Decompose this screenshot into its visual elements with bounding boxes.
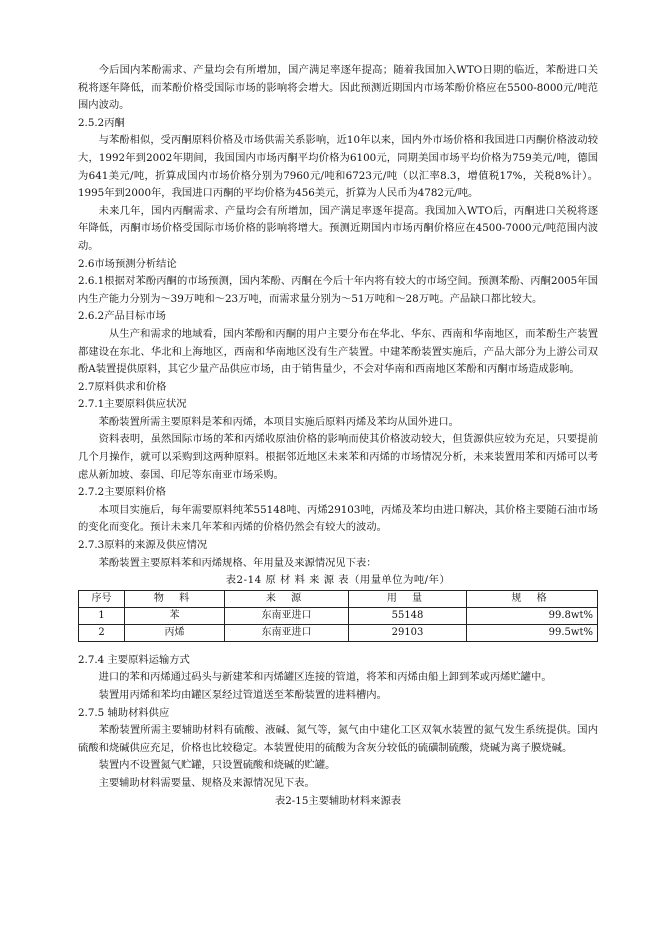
cell-no: 1 bbox=[79, 607, 125, 624]
paragraph-target-market: 从生产和需求的地域看，国内苯酚和丙酮的用户主要分布在华北、华东、西南和华南地区，而苯酚生产装置都建设在东北、华北和上海地区，西南和华南地区没有生产装置。中建苯酚装置实施后，产品大部分为上游公司双酚A装置提供原料，其它少量产品供应市场，由于销售量少，不会对华南和西南地区苯酚和丙酮市场造成影响。 bbox=[78, 327, 598, 376]
cell-quantity: 29103 bbox=[349, 624, 467, 641]
heading-2-6: 2.6市场预测分析结论 bbox=[78, 257, 177, 270]
paragraph-transport: 进口的苯和丙烯通过码头与新建苯和丙烯罐区连接的管道，将苯和丙烯由船上卸到苯或丙烯贮罐中。 bbox=[98, 671, 552, 684]
cell-source: 东南亚进口 bbox=[225, 624, 349, 641]
cell-spec: 99.5wt% bbox=[467, 624, 598, 641]
paragraph-acetone-forecast: 未来几年，国内丙酮需求、产量均会有所增加，国产满足率逐年提高。我国加入WTO后，丙酮进口关税将逐年降低，丙酮市场价格受国际市场价格的影响将增大。预测近期国内市场丙酮价格应在4500-7000元/吨范围内波动。 bbox=[78, 204, 598, 252]
paragraph-supply-analysis: 资料表明，虽然国际市场的苯和丙烯收原油价格的影响而使其价格波动较大，但货源供应较为充足，只要提前几个月操作，就可以采购到这两种原料。根据邻近地区未来苯和丙烯的市场情况分析，未来装置用苯和丙烯可以考虑从新加坡、泰国、印尼等东南亚市场采购。 bbox=[78, 433, 598, 481]
cell-no: 2 bbox=[79, 624, 125, 641]
paragraph-storage: 装置内不设置氮气贮罐，只设置硫酸和烧碱的贮罐。 bbox=[98, 759, 336, 772]
cell-spec: 99.8wt% bbox=[467, 607, 598, 624]
heading-2-7-3: 2.7.3原料的来源及供应情况 bbox=[78, 539, 208, 552]
paragraph-2-6-1: 2.6.1根据对苯酚丙酮的市场预测，国内苯酚、丙酮在今后十年内将有较大的市场空间。预测苯酚、丙酮2005年国内生产能力分别为～39万吨和～23万吨，而需求量分别为～51万吨和～28万吨。产品缺口都比较大。 bbox=[78, 275, 598, 305]
paragraph-aux-intro: 主要辅助材料需要量、规格及来源情况见下表。 bbox=[98, 776, 315, 789]
raw-material-source-table bbox=[78, 590, 598, 642]
heading-2-7: 2.7原料供求和价格 bbox=[78, 380, 167, 393]
table-2-15-caption: 表2-15主要辅助材料来源表 bbox=[274, 794, 402, 807]
document-page bbox=[78, 62, 598, 810]
header-material: 物 料 bbox=[125, 590, 225, 607]
heading-2-7-2: 2.7.2主要原料价格 bbox=[78, 486, 166, 499]
table-2-14-caption: 表2-14 原 材 料 来 源 表（用量单位为吨/年） bbox=[225, 574, 451, 587]
heading-2-7-5: 2.7.5 辅助材料供应 bbox=[78, 706, 170, 719]
cell-material: 苯 bbox=[125, 607, 225, 624]
table-row bbox=[79, 607, 598, 624]
paragraph-aux-materials: 苯酚装置所需主要辅助材料有硫酸、液碱、氮气等，氮气由中建化工区双氧水装置的氮气发生系统提供。国内硫酸和烧碱供应充足，价格也比较稳定。本装置使用的硫酸为含灰分较低的硫磺制硫酸，烧碱为离子膜烧碱。 bbox=[78, 724, 598, 754]
header-quantity: 用 量 bbox=[349, 590, 467, 607]
table-row bbox=[79, 624, 598, 641]
paragraph-raw-price: 本项目实施后，每年需要原料纯苯55148吨、丙烯29103吨，丙烯及苯均由进口解决，其价格主要随石油市场的变化而变化。预计未来几年苯和丙烯的价格仍然会有较大的波动。 bbox=[78, 503, 598, 534]
header-spec: 规 格 bbox=[467, 590, 598, 607]
heading-2-7-1: 2.7.1主要原料供应状况 bbox=[78, 398, 187, 411]
paragraph-acetone-price: 与苯酚相似，受丙酮原料价格及市场供需关系影响，近10年以来，国内外市场价格和我国进口丙酮价格波动较大，1992年到2002年期间，我国国内市场丙酮平均价格为6100元，同期美国市场平均价格为759美元/吨，德国为641美元/吨，折算成国内市场价格分别为7960元/吨和6723元/吨（以汇率8.3，增值税17%，关税8%计）。1995年到2000年，我国进口丙酮的平均价格为456美元，折算为人民币为4782元/吨。 bbox=[78, 134, 598, 200]
paragraph-table-intro: 苯酚装置主要原料苯和丙烯规格、年用量及来源情况见下表： bbox=[98, 556, 377, 569]
cell-material: 丙烯 bbox=[125, 624, 225, 641]
heading-2-5-2: 2.5.2丙酮 bbox=[78, 116, 125, 129]
header-source: 来 源 bbox=[225, 590, 349, 607]
paragraph-raw-material: 苯酚装置所需主要原料是苯和丙烯，本项目实施后原料丙烯及苯均从国外进口。 bbox=[98, 415, 459, 428]
heading-2-6-2: 2.6.2产品目标市场 bbox=[78, 310, 166, 323]
heading-2-7-4: 2.7.4 主要原料运输方式 bbox=[78, 653, 190, 666]
cell-source: 东南亚进口 bbox=[225, 607, 349, 624]
paragraph-feed: 装置用丙烯和苯均由罐区泵经过管道送至苯酚装置的进料槽内。 bbox=[98, 689, 387, 701]
cell-quantity: 55148 bbox=[349, 607, 467, 624]
table-header-row bbox=[79, 590, 598, 607]
header-no: 序号 bbox=[79, 590, 125, 607]
paragraph-phenol-forecast: 今后国内苯酚需求、产量均会有所增加，国产满足率逐年提高；随着我国加入WTO日期的临近，苯酚进口关税将逐年降低，而苯酚价格受国际市场的影响将会增大。因此预测近期国内市场苯酚价格应在5500-8000元/吨范围内波动。 bbox=[78, 64, 598, 112]
